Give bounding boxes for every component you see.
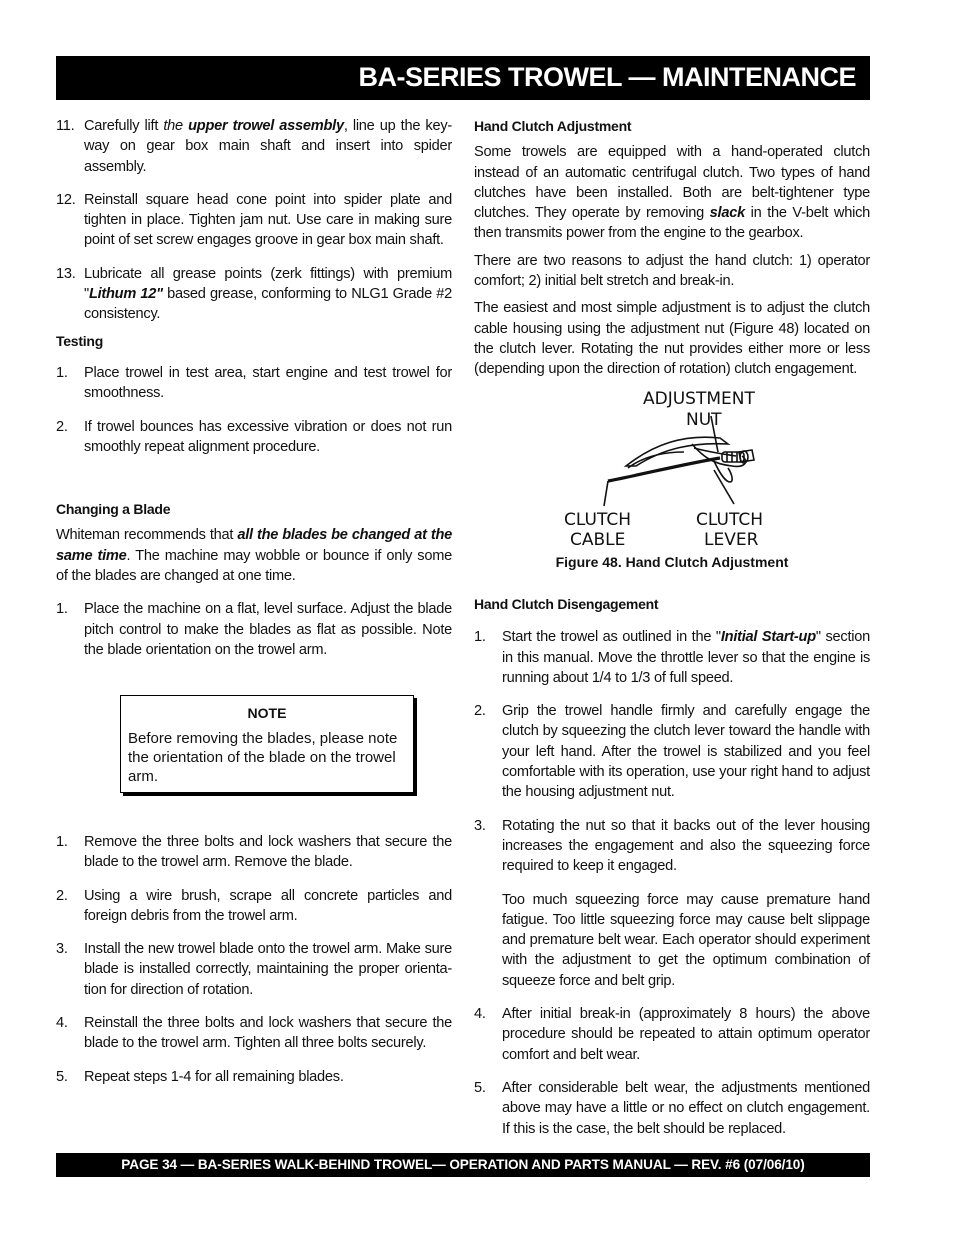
step-text: Too much squeezing force may cause premature hand fatigue. Too little squeezing force may cause belt slippage and premature belt wear. Each operator should experiment with the adjustment to get the optimum combination of squeeze force and belt grip.: [502, 891, 870, 989]
blade-steps: [56, 832, 452, 1087]
step-text: If trowel bounces has excessive vibration or does not run smoothly repeat alignment procedure.: [84, 418, 452, 455]
step-number: 5.: [56, 1068, 68, 1085]
adjustment-paragraph-3: The easiest and most simple adjustment is to adjust the clutch cable housing using the adjustment nut (Figure 48) located on the clutch lever. Rotating the nut provides either more or less (depending upon the direction of rotation) clutch engagement.: [474, 300, 870, 378]
step-text: After initial break-in (approximately 8 hours) the above procedure should be repeated to attain optimum operator comfort and belt wear.: [502, 1006, 870, 1063]
label-clutch-lever-2: LEVER: [704, 530, 759, 550]
label-adjustment: ADJUSTMENT: [643, 389, 755, 409]
note-box: [120, 695, 414, 793]
disengagement-heading: Hand Clutch Disengagement: [474, 596, 659, 612]
blade-step-1: [56, 599, 452, 660]
step-bold-text: Initial Start-up: [720, 629, 816, 646]
step-text: Install the new trowel blade onto the trowel arm. Make sure blade is installed correctly, maintaining the proper orienta-tion for direction of rotation.: [84, 941, 452, 998]
step-text: " section in this manual. Move the throttle lever so that the engine is running about 1/4 to 1/3 of full speed.: [502, 629, 871, 686]
remove-step-2: [56, 886, 452, 927]
remove-step-4: [56, 1013, 452, 1054]
remove-step-5: [56, 1067, 452, 1087]
step-number: 1.: [56, 364, 68, 381]
step-text: Grip the trowel handle firmly and carefully engage the clutch by squeezing the clutch lever toward the handle with your left hand. After the trowel is stabilized and you feel comfortable with its operation, use your right hand to adjust the housing adjustment nut.: [502, 703, 870, 801]
testing-heading: Testing: [56, 332, 103, 349]
testing-step-2: [56, 417, 452, 458]
step-text: based grease, conforming to NLG1 Grade #2 consistency.: [84, 286, 452, 323]
step-text: Reinstall the three bolts and lock washers that secure the blade to the trowel arm. Tighten all three bolts securely.: [84, 1015, 452, 1052]
step-number: 5.: [474, 1079, 486, 1096]
figure-caption: Figure 48. Hand Clutch Adjustment: [555, 554, 789, 570]
step-number: 2.: [56, 887, 68, 904]
intro-text: . The machine may wobble or bounce if only some of the blades are changed at one time.: [56, 547, 452, 585]
label-clutch-cable-2: CABLE: [570, 530, 626, 550]
step-text: , line up the key-way on gear box main shaft and insert into spider assembly.: [84, 118, 452, 175]
step-13: [56, 264, 452, 325]
paragraph-text: in the V-belt which then transmits power from the engine to the gearbox.: [474, 205, 870, 242]
step-bold-text: Lithum 12": [88, 286, 163, 303]
step-text: Place the machine on a flat, level surface. Adjust the blade pitch control to make the blades as flat as possible. Note the blade orientation on the trowel arm.: [84, 601, 452, 658]
adjustment-paragraph-1: [474, 142, 870, 243]
dis-step-2: [474, 701, 870, 802]
left-column: [56, 116, 452, 660]
step-text-italic: the: [163, 118, 183, 134]
right-column: [474, 116, 870, 380]
clutch-figure: [544, 386, 804, 552]
remove-step-1: [56, 832, 452, 873]
paragraph-bold-text: slack: [709, 205, 745, 222]
step-number: 4.: [56, 1015, 68, 1032]
dis-step-3: [474, 816, 870, 877]
step-text: Start the trowel as outlined in the ": [502, 629, 721, 646]
step-number: 13.: [56, 265, 76, 282]
step-number: 1.: [56, 834, 68, 850]
step-11: [56, 116, 452, 177]
step-number: 1.: [474, 629, 486, 646]
note-heading: NOTE: [247, 705, 287, 721]
step-number: 11.: [56, 118, 75, 134]
dis-step-1: [474, 627, 870, 688]
step-text: Place trowel in test area, start engine and test trowel for smoothness.: [84, 364, 452, 402]
testing-step-1: [56, 363, 452, 404]
step-text: Rotating the nut so that it backs out of the lever housing increases the engagement and also the squeezing force required to keep it engaged.: [502, 817, 870, 875]
step-text: Lubricate all grease points (zerk fittings) with premium ": [84, 265, 452, 303]
title-bar: [56, 56, 870, 100]
note-body: Before removing the blades, please note the orientation of the blade on the trowel arm.: [128, 730, 398, 785]
step-number: 4.: [474, 1006, 486, 1023]
remove-step-3: [56, 939, 452, 1000]
footer-text: PAGE 34 — BA-SERIES WALK-BEHIND TROWEL— OPERATION AND PARTS MANUAL — REV. #6 (07/06/10): [121, 1157, 805, 1172]
blade-intro: [56, 525, 452, 586]
dis-step-4: [474, 1004, 870, 1065]
step-number: 2.: [56, 418, 68, 435]
page-title: BA-SERIES TROWEL — MAINTENANCE: [358, 62, 856, 92]
changing-blade-heading: Changing a Blade: [56, 501, 171, 518]
adjustment-heading: Hand Clutch Adjustment: [474, 118, 632, 134]
step-text: Repeat steps 1-4 for all remaining blades.: [84, 1068, 344, 1085]
step-number: 3.: [56, 941, 68, 958]
step-number: 1.: [56, 601, 68, 618]
cable-line: [608, 458, 720, 481]
step-text: Remove the three bolts and lock washers that secure the blade to the trowel arm. Remove the blade.: [84, 834, 452, 871]
label-nut: NUT: [686, 410, 722, 430]
dis-step-3-note: [474, 890, 870, 991]
disengagement-section: [474, 594, 870, 1139]
step-text: Carefully lift: [84, 118, 164, 134]
step-12: [56, 190, 452, 251]
adjustment-paragraph-2: There are two reasons to adjust the hand clutch: 1) operator comfort; 2) initial belt stretch and break-in.: [474, 252, 870, 290]
step-number: 3.: [474, 817, 486, 834]
label-clutch-lever-1: CLUTCH: [696, 510, 763, 530]
step-text: Using a wire brush, scrape all concrete particles and foreign debris from the trowel arm.: [84, 887, 452, 924]
label-clutch-cable-1: CLUTCH: [564, 510, 631, 530]
step-bold-text: upper trowel assembly: [188, 118, 344, 134]
step-text: After considerable belt wear, the adjustments mentioned above may have a little or no effect on clutch engagement. If this is the case, the belt should be replaced.: [502, 1079, 870, 1137]
step-number: 2.: [474, 703, 486, 720]
intro-bold-text: all the blades be changed at the same time: [56, 527, 452, 564]
paragraph-text: Some trowels are equipped with a hand-operated clutch instead of an automatic centrifugal clutch. Two types of hand clutches have been installed. Both are belt-tightener type clutches. They operate by removing: [474, 144, 870, 222]
intro-text: Whiteman recommends that: [56, 527, 238, 544]
step-number: 12.: [56, 191, 76, 208]
clutch-drawing: [604, 416, 754, 506]
dis-step-5: [474, 1078, 870, 1139]
footer-bar: [56, 1153, 870, 1177]
step-text: Reinstall square head cone point into spider plate and tighten in place. Tighten jam nut. Use care in making sure point of set screw engages groove in gear box main shaft.: [84, 191, 452, 249]
